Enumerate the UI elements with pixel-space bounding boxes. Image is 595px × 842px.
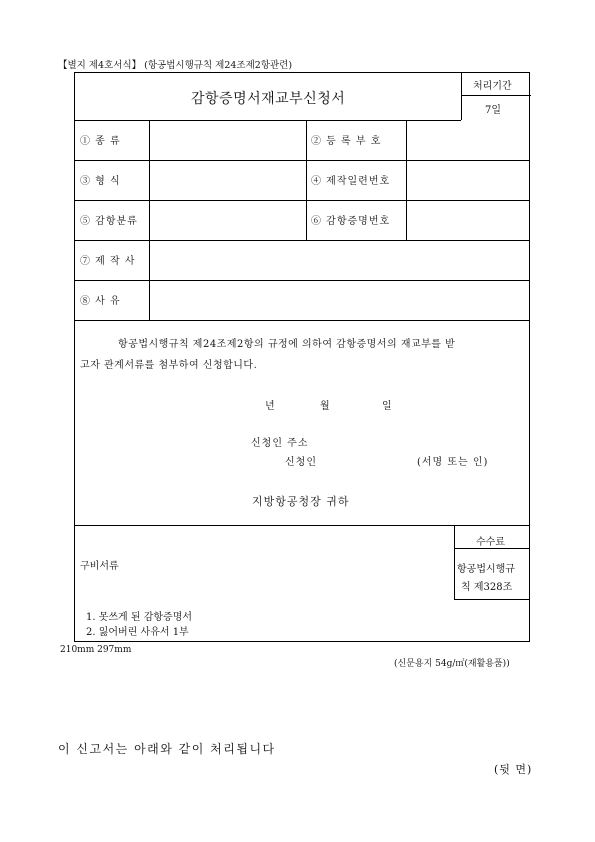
label-model: ③ 형 식	[80, 176, 121, 187]
form-title: 감항증명서재교부신청서	[191, 91, 346, 107]
fee-label: 수수료	[476, 537, 505, 548]
processing-period-value: 7일	[485, 105, 502, 116]
date-day: 일	[382, 401, 392, 412]
registration-no-field[interactable]	[406, 121, 528, 157]
serial-no-field[interactable]	[406, 161, 528, 197]
paper-size: 210mm 297mm	[60, 645, 132, 655]
documents-label: 구비서류	[80, 561, 119, 572]
fee-reference-line-2: 칙 제328조	[461, 582, 513, 593]
processing-notice: 이 신고서는 아래와 같이 처리됩니다	[58, 742, 276, 756]
date-month: 월	[320, 401, 330, 412]
date-year: 년	[265, 401, 275, 412]
form-number: 【별지 제4호서식】	[58, 60, 142, 71]
label-reason: ⑧ 사 유	[80, 296, 121, 307]
form-number-header	[58, 57, 292, 71]
document-item-2: 2. 잃어버린 사유서 1부	[86, 627, 189, 638]
fee-reference-line-1: 항공법시행규	[457, 564, 515, 575]
form-relation: (항공법시행규칙 제24조제2항관련)	[144, 60, 293, 71]
applicant-address-label: 신청인 주소	[251, 438, 309, 449]
back-page-label: (뒷 면)	[494, 763, 533, 776]
airworthiness-category-field[interactable]	[150, 201, 304, 237]
label-registration-no: ② 등 록 부 호	[311, 136, 382, 147]
kind-field[interactable]	[150, 121, 304, 157]
model-field[interactable]	[150, 161, 304, 197]
statement-line-2: 고자 관계서류를 첨부하여 신청합니다.	[80, 360, 258, 371]
label-serial-no: ④ 제작일련번호	[311, 176, 391, 187]
document-item-1: 1. 못쓰게 된 감항증명서	[86, 612, 193, 623]
addressee: 지방항공청장 귀하	[252, 495, 350, 508]
label-airworthiness-category: ⑤ 감항분류	[80, 216, 138, 227]
statement-line-1: 항공법시행규칙 제24조제2항의 규정에 의하여 감항증명서의 재교부를 받	[118, 339, 456, 350]
label-kind: ① 종 류	[80, 136, 121, 147]
signature-note: (서명 또는 인)	[417, 457, 489, 468]
paper-type: (신문용지 54g/㎡(재활용품))	[394, 659, 510, 669]
label-airworthiness-cert-no: ⑥ 감항증명번호	[311, 216, 391, 227]
manufacturer-field[interactable]	[150, 241, 528, 277]
processing-period-label: 처리기간	[473, 81, 512, 92]
airworthiness-cert-no-field[interactable]	[406, 201, 528, 237]
applicant-label: 신청인	[285, 457, 317, 468]
label-manufacturer: ⑦ 제 작 사	[80, 256, 136, 267]
reason-field[interactable]	[150, 281, 528, 317]
